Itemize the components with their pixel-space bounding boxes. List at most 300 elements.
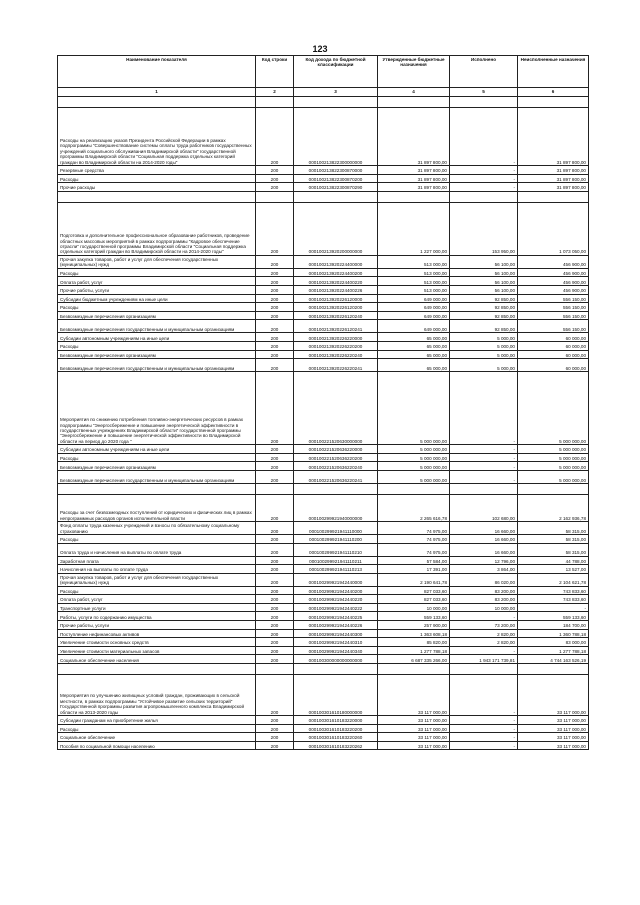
unexecuted-amount-cell: 743 833,60 (518, 595, 589, 604)
unexecuted-amount-cell: 60 000,00 (518, 333, 589, 342)
table-row (58, 445, 589, 454)
row-name-cell: Мероприятия по снижению потребления топливно-энергетических ресурсов в рамках подпрограммы "Энергосбережение и повышение энергетической эффективности в государственных учреждениях Владимирской области" государственной программы "Энергосбережение и повышение энергетической эффективности во Владимирской области на период до 2020 года " (58, 372, 256, 445)
empty-cell (518, 97, 589, 108)
approved-amount-cell: 513 000,00 (378, 285, 450, 294)
table-row (58, 108, 589, 166)
executed-amount-cell: 86 020,00 (450, 573, 518, 586)
unexecuted-amount-cell: 44 788,00 (518, 556, 589, 565)
empty-cell (256, 483, 294, 494)
column-number: 5 (450, 88, 518, 97)
executed-amount-cell: - (450, 612, 518, 621)
table-row (58, 741, 589, 750)
row-name-cell: Подготовка и дополнительное профессиональное образование работников, проведение областных массовых мероприятий в рамках подпрограммы "Кадровое обеспечение отрасли" государственной программы Владимирской области "Социальная поддержка отдельных категорий граждан во Владимирской области на 2014-2020 годы" (58, 202, 256, 255)
approved-amount-cell: 513 000,00 (378, 268, 450, 277)
income-code-cell: 000100213920224400000 (294, 255, 378, 268)
row-code-cell: 200 (256, 629, 294, 638)
approved-amount-cell: 33 117 000,00 (378, 724, 450, 733)
income-code-cell: 000100213822300000000 (294, 108, 378, 166)
row-name-cell: Расходы (58, 586, 256, 595)
unexecuted-amount-cell: 31 897 800,00 (518, 166, 589, 175)
row-code-cell: 200 (256, 716, 294, 725)
income-code-cell: 000100299921942440220 (294, 595, 378, 604)
income-code-cell: 000100299921941110213 (294, 565, 378, 574)
empty-cell (518, 483, 589, 494)
income-code-cell: 000100213920200000000 (294, 202, 378, 255)
empty-cell (518, 191, 589, 202)
approved-amount-cell: 827 033,60 (378, 586, 450, 595)
column-number: 1 (58, 88, 256, 97)
empty-cell (58, 664, 256, 675)
table-row (58, 183, 589, 192)
table-row (58, 586, 589, 595)
row-code-cell: 200 (256, 556, 294, 565)
unexecuted-amount-cell: 83 000,00 (518, 638, 589, 647)
row-code-cell: 200 (256, 741, 294, 750)
empty-cell (450, 664, 518, 675)
executed-amount-cell: 92 850,00 (450, 294, 518, 303)
approved-amount-cell: 10 000,00 (378, 603, 450, 612)
table-row (58, 372, 589, 445)
executed-amount-cell: 16 660,00 (450, 543, 518, 556)
executed-amount-cell: - (450, 470, 518, 483)
row-code-cell: 200 (256, 621, 294, 630)
unexecuted-amount-cell: 33 117 000,00 (518, 724, 589, 733)
unexecuted-amount-cell: 60 000,00 (518, 350, 589, 359)
approved-amount-cell: 33 117 000,00 (378, 716, 450, 725)
income-code-cell: 000100299921942440310 (294, 638, 378, 647)
table-row (58, 202, 589, 255)
executed-amount-cell: - (450, 646, 518, 655)
income-code-cell: 000100213920226220000 (294, 333, 378, 342)
approved-amount-cell: 513 000,00 (378, 277, 450, 286)
row-code-cell: 200 (256, 303, 294, 312)
approved-amount-cell: 65 000,00 (378, 359, 450, 372)
approved-amount-cell: 33 117 000,00 (378, 675, 450, 716)
approved-amount-cell: 513 000,00 (378, 255, 450, 268)
income-code-cell: 000100301610183220260 (294, 733, 378, 742)
row-name-cell: Расходы (58, 534, 256, 543)
row-code-cell: 200 (256, 341, 294, 350)
income-code-cell: 000100299921942440000 (294, 573, 378, 586)
column-number: 2 (256, 88, 294, 97)
income-code-cell: 000100299921940000000 (294, 494, 378, 521)
table-row (58, 573, 589, 586)
income-code-cell: 000100299921941110211 (294, 556, 378, 565)
row-name-cell: Субсидии автономным учреждениям на иные цели (58, 333, 256, 342)
unexecuted-amount-cell: 456 900,00 (518, 268, 589, 277)
unexecuted-amount-cell: 31 897 800,00 (518, 174, 589, 183)
table-row (58, 333, 589, 342)
approved-amount-cell: 31 897 800,00 (378, 174, 450, 183)
income-code-cell: 000100299921941110200 (294, 534, 378, 543)
row-code-cell: 200 (256, 470, 294, 483)
column-number-row (58, 88, 589, 97)
executed-amount-cell: 2 820,00 (450, 629, 518, 638)
row-code-cell: 200 (256, 595, 294, 604)
approved-amount-cell: 85 820,00 (378, 638, 450, 647)
income-code-cell: 000100221520630000000 (294, 372, 378, 445)
executed-amount-cell: 92 850,00 (450, 320, 518, 333)
income-code-cell: 000100213920224400226 (294, 285, 378, 294)
row-name-cell: Поступление нефинансовых активов (58, 629, 256, 638)
unexecuted-amount-cell: 556 150,00 (518, 320, 589, 333)
executed-amount-cell: - (450, 453, 518, 462)
unexecuted-amount-cell: 5 000 000,00 (518, 372, 589, 445)
table-row (58, 320, 589, 333)
row-code-cell: 200 (256, 733, 294, 742)
table-header-row (58, 56, 589, 88)
table-row (58, 494, 589, 521)
row-code-cell: 200 (256, 350, 294, 359)
unexecuted-amount-cell: 456 900,00 (518, 255, 589, 268)
executed-amount-cell: 5 000,00 (450, 359, 518, 372)
income-code-cell: 000100213822300870200 (294, 174, 378, 183)
unexecuted-amount-cell: 31 897 800,00 (518, 108, 589, 166)
unexecuted-amount-cell: 5 000 000,00 (518, 462, 589, 471)
income-code-cell: 000100299921942440226 (294, 621, 378, 630)
executed-amount-cell: 73 200,00 (450, 621, 518, 630)
row-name-cell: Субсидии гражданам на приобретение жилья (58, 716, 256, 725)
row-name-cell: Безвозмездные перечисления организациям (58, 462, 256, 471)
approved-amount-cell: 257 900,00 (378, 621, 450, 630)
table-row (58, 716, 589, 725)
table-row (58, 359, 589, 372)
table-row (58, 534, 589, 543)
row-code-cell: 200 (256, 183, 294, 192)
table-row (58, 303, 589, 312)
approved-amount-cell: 6 687 335 266,00 (378, 655, 450, 664)
table-row (58, 629, 589, 638)
row-name-cell: Безвозмездные перечисления государственным и муниципальным организациям (58, 470, 256, 483)
unexecuted-amount-cell: 33 117 000,00 (518, 716, 589, 725)
approved-amount-cell: 649 000,00 (378, 294, 450, 303)
unexecuted-amount-cell: 60 000,00 (518, 341, 589, 350)
table-row (58, 277, 589, 286)
table-row (58, 341, 589, 350)
row-name-cell: Оплата работ, услуг (58, 277, 256, 286)
unexecuted-amount-cell: 60 000,00 (518, 359, 589, 372)
executed-amount-cell: 92 850,00 (450, 311, 518, 320)
executed-amount-cell: 102 680,00 (450, 494, 518, 521)
table-row (58, 462, 589, 471)
income-code-cell: 000100213822300870290 (294, 183, 378, 192)
row-name-cell: Фонд оплаты труда казенных учреждений и взносы по обязательному социальному страхованию (58, 521, 256, 534)
unexecuted-amount-cell: 33 117 000,00 (518, 675, 589, 716)
row-code-cell: 200 (256, 268, 294, 277)
income-code-cell: 000100301610183220000 (294, 716, 378, 725)
table-row (58, 268, 589, 277)
executed-amount-cell: 92 850,00 (450, 303, 518, 312)
executed-amount-cell: - (450, 174, 518, 183)
row-code-cell: 200 (256, 612, 294, 621)
row-name-cell: Прочие работы, услуги (58, 285, 256, 294)
row-name-cell: Пособия по социальной помощи населению (58, 741, 256, 750)
empty-cell (294, 483, 378, 494)
executed-amount-cell: 12 796,00 (450, 556, 518, 565)
row-code-cell: 200 (256, 724, 294, 733)
row-code-cell: 200 (256, 494, 294, 521)
table-row (58, 470, 589, 483)
row-code-cell: 200 (256, 675, 294, 716)
executed-amount-cell: 5 000,00 (450, 333, 518, 342)
row-code-cell: 200 (256, 202, 294, 255)
income-code-cell: 000100213920226120241 (294, 320, 378, 333)
table-row (58, 311, 589, 320)
approved-amount-cell: 2 190 641,78 (378, 573, 450, 586)
empty-cell (256, 97, 294, 108)
approved-amount-cell: 33 117 000,00 (378, 741, 450, 750)
table-row (58, 638, 589, 647)
income-code-cell: 000100299921942440200 (294, 586, 378, 595)
row-name-cell: Безвозмездные перечисления организациям (58, 311, 256, 320)
approved-amount-cell: 31 897 800,00 (378, 166, 450, 175)
empty-cell (378, 483, 450, 494)
empty-cell (518, 664, 589, 675)
executed-amount-cell: 3 864,00 (450, 565, 518, 574)
table-row (58, 655, 589, 664)
income-code-cell: 000100213920226220241 (294, 359, 378, 372)
executed-amount-cell: - (450, 675, 518, 716)
approved-amount-cell: 74 975,00 (378, 543, 450, 556)
unexecuted-amount-cell: 58 315,00 (518, 521, 589, 534)
row-code-cell: 200 (256, 445, 294, 454)
header-indicator-name: Наименование показателя (58, 56, 256, 88)
row-code-cell: 200 (256, 311, 294, 320)
approved-amount-cell: 5 000 000,00 (378, 445, 450, 454)
table-row (58, 294, 589, 303)
approved-amount-cell: 5 000 000,00 (378, 470, 450, 483)
approved-amount-cell: 649 000,00 (378, 320, 450, 333)
row-code-cell: 200 (256, 603, 294, 612)
approved-amount-cell: 57 584,00 (378, 556, 450, 565)
empty-cell (378, 97, 450, 108)
executed-amount-cell: - (450, 733, 518, 742)
unexecuted-amount-cell: 456 900,00 (518, 277, 589, 286)
approved-amount-cell: 17 391,00 (378, 565, 450, 574)
income-code-cell: 000100299921941110000 (294, 521, 378, 534)
unexecuted-amount-cell: 556 150,00 (518, 294, 589, 303)
executed-amount-cell: 56 100,00 (450, 277, 518, 286)
executed-amount-cell: - (450, 724, 518, 733)
empty-cell (378, 664, 450, 675)
column-number: 3 (294, 88, 378, 97)
income-code-cell: 000100301610180000000 (294, 675, 378, 716)
table-row (58, 556, 589, 565)
row-code-cell: 200 (256, 174, 294, 183)
spacer-row (58, 97, 589, 108)
table-row (58, 621, 589, 630)
approved-amount-cell: 2 265 616,78 (378, 494, 450, 521)
approved-amount-cell: 65 000,00 (378, 341, 450, 350)
row-name-cell: Прочие работы, услуги (58, 621, 256, 630)
approved-amount-cell: 31 897 800,00 (378, 108, 450, 166)
income-code-cell: 000100213920226220240 (294, 350, 378, 359)
row-name-cell: Транспортные услуги (58, 603, 256, 612)
unexecuted-amount-cell: 31 897 800,00 (518, 183, 589, 192)
header-income-code: Код дохода по бюджетной классификации (294, 56, 378, 88)
approved-amount-cell: 74 975,00 (378, 521, 450, 534)
income-code-cell: 000100221520636220000 (294, 445, 378, 454)
approved-amount-cell: 33 117 000,00 (378, 733, 450, 742)
empty-cell (450, 191, 518, 202)
spacer-row (58, 664, 589, 675)
unexecuted-amount-cell: 33 117 000,00 (518, 741, 589, 750)
unexecuted-amount-cell: 4 744 163 526,19 (518, 655, 589, 664)
income-code-cell: 000100299921942440222 (294, 603, 378, 612)
approved-amount-cell: 1 363 608,18 (378, 629, 450, 638)
row-code-cell: 200 (256, 646, 294, 655)
executed-amount-cell: 16 660,00 (450, 521, 518, 534)
row-code-cell: 200 (256, 108, 294, 166)
table-row (58, 646, 589, 655)
income-code-cell: 000100213920226120240 (294, 311, 378, 320)
empty-cell (256, 664, 294, 675)
executed-amount-cell: 5 000,00 (450, 341, 518, 350)
column-number: 4 (378, 88, 450, 97)
unexecuted-amount-cell: 13 527,00 (518, 565, 589, 574)
income-code-cell: 000100299921942440300 (294, 629, 378, 638)
table-row (58, 733, 589, 742)
row-name-cell: Социальное обеспечение (58, 733, 256, 742)
executed-amount-cell: - (450, 372, 518, 445)
row-code-cell: 200 (256, 638, 294, 647)
row-code-cell: 200 (256, 285, 294, 294)
unexecuted-amount-cell: 1 073 050,00 (518, 202, 589, 255)
income-code-cell: 000100301610183220262 (294, 741, 378, 750)
table-row (58, 603, 589, 612)
row-code-cell: 200 (256, 543, 294, 556)
row-name-cell: Расходы (58, 453, 256, 462)
unexecuted-amount-cell: 1 360 788,18 (518, 629, 589, 638)
approved-amount-cell: 31 897 800,00 (378, 183, 450, 192)
row-code-cell: 200 (256, 359, 294, 372)
column-number: 6 (518, 88, 589, 97)
unexecuted-amount-cell: - (518, 603, 589, 612)
table-row (58, 675, 589, 716)
income-code-cell: 000100221520636220200 (294, 453, 378, 462)
page-number: 123 (312, 44, 328, 54)
row-name-cell: Прочие расходы (58, 183, 256, 192)
header-row-code: Код строки (256, 56, 294, 88)
table-row (58, 543, 589, 556)
row-code-cell: 200 (256, 166, 294, 175)
approved-amount-cell: 5 000 000,00 (378, 462, 450, 471)
row-code-cell: 200 (256, 453, 294, 462)
row-name-cell: Расходы (58, 724, 256, 733)
unexecuted-amount-cell: 1 277 788,18 (518, 646, 589, 655)
table-row (58, 612, 589, 621)
income-code-cell: 000100300000000000000 (294, 655, 378, 664)
empty-cell (58, 483, 256, 494)
empty-cell (294, 97, 378, 108)
row-name-cell: Безвозмездные перечисления организациям (58, 350, 256, 359)
header-unexecuted: Неисполненные назначения (518, 56, 589, 88)
approved-amount-cell: 1 227 000,00 (378, 202, 450, 255)
row-code-cell: 200 (256, 655, 294, 664)
row-name-cell: Расходы (58, 341, 256, 350)
income-code-cell: 000100301610183220200 (294, 724, 378, 733)
approved-amount-cell: 1 277 788,18 (378, 646, 450, 655)
approved-amount-cell: 827 033,60 (378, 595, 450, 604)
row-name-cell: Работы, услуги по содержанию имущества (58, 612, 256, 621)
row-name-cell: Безвозмездные перечисления государственным и муниципальным организациям (58, 359, 256, 372)
income-code-cell: 000100213920226120000 (294, 294, 378, 303)
row-name-cell: Прочая закупка товаров, работ и услуг для обеспечения государственных (муниципальных) нужд (58, 573, 256, 586)
executed-amount-cell: 56 100,00 (450, 255, 518, 268)
row-name-cell: Резервные средства (58, 166, 256, 175)
unexecuted-amount-cell: 556 150,00 (518, 303, 589, 312)
unexecuted-amount-cell: 5 000 000,00 (518, 453, 589, 462)
row-code-cell: 200 (256, 255, 294, 268)
approved-amount-cell: 559 133,60 (378, 612, 450, 621)
executed-amount-cell: 56 100,00 (450, 285, 518, 294)
empty-cell (294, 191, 378, 202)
executed-amount-cell: - (450, 166, 518, 175)
unexecuted-amount-cell: 556 150,00 (518, 311, 589, 320)
income-code-cell: 000100213920224400220 (294, 277, 378, 286)
row-name-cell: Прочая закупка товаров, работ и услуг для обеспечения государственных (муниципальных) нужд (58, 255, 256, 268)
income-code-cell: 000100299921942440225 (294, 612, 378, 621)
unexecuted-amount-cell: 184 700,00 (518, 621, 589, 630)
header-approved: Утвержденные бюджетные назначения (378, 56, 450, 88)
row-name-cell: Начисления на выплаты по оплате труда (58, 565, 256, 574)
row-name-cell: Расходы на реализацию указов Президента Российской Федерации в рамках подпрограммы "Совершенствование системы оплаты труда работников государственных учреждений социального обслуживания Владимирской области" государственной программы Владимирской области "Социальная поддержка отдельных категорий граждан во Владимирской области на 2014-2020 годы" (58, 108, 256, 166)
income-code-cell: 000100299921942440340 (294, 646, 378, 655)
row-code-cell: 200 (256, 565, 294, 574)
row-name-cell: Безвозмездные перечисления государственным и муниципальным организациям (58, 320, 256, 333)
row-name-cell: Оплата работ, услуг (58, 595, 256, 604)
executed-amount-cell: 5 000,00 (450, 350, 518, 359)
table-row (58, 453, 589, 462)
row-name-cell: Расходы за счет безвозмездных поступлений от юридических и физических лиц в рамках непрограммных расходов органов исполнительной власти (58, 494, 256, 521)
unexecuted-amount-cell: 559 133,60 (518, 612, 589, 621)
executed-amount-cell: 1 943 171 739,81 (450, 655, 518, 664)
income-code-cell: 000100213920226220200 (294, 341, 378, 350)
row-code-cell: 200 (256, 586, 294, 595)
empty-cell (294, 664, 378, 675)
row-name-cell: Социальное обеспечение населения (58, 655, 256, 664)
row-code-cell: 200 (256, 573, 294, 586)
row-name-cell: Субсидии автономным учреждениям на иные цели (58, 445, 256, 454)
unexecuted-amount-cell: 5 000 000,00 (518, 470, 589, 483)
row-name-cell: Расходы (58, 268, 256, 277)
executed-amount-cell: 83 200,00 (450, 595, 518, 604)
row-name-cell: Увеличение стоимости основных средств (58, 638, 256, 647)
executed-amount-cell: 83 200,00 (450, 586, 518, 595)
empty-cell (58, 97, 256, 108)
row-code-cell: 200 (256, 521, 294, 534)
empty-cell (450, 97, 518, 108)
executed-amount-cell: - (450, 741, 518, 750)
income-code-cell: 000100213920226120200 (294, 303, 378, 312)
empty-cell (378, 191, 450, 202)
executed-amount-cell: 153 950,00 (450, 202, 518, 255)
empty-cell (58, 191, 256, 202)
unexecuted-amount-cell: 5 000 000,00 (518, 445, 589, 454)
unexecuted-amount-cell: 2 104 621,78 (518, 573, 589, 586)
empty-cell (450, 483, 518, 494)
executed-amount-cell: - (450, 108, 518, 166)
executed-amount-cell: - (450, 716, 518, 725)
approved-amount-cell: 65 000,00 (378, 333, 450, 342)
unexecuted-amount-cell: 33 117 000,00 (518, 733, 589, 742)
income-code-cell: 000100221520636220241 (294, 470, 378, 483)
row-name-cell: Субсидии бюджетным учреждениям на иные цели (58, 294, 256, 303)
table-row (58, 350, 589, 359)
income-code-cell: 000100213920224400200 (294, 268, 378, 277)
unexecuted-amount-cell: 58 315,00 (518, 534, 589, 543)
empty-cell (256, 191, 294, 202)
